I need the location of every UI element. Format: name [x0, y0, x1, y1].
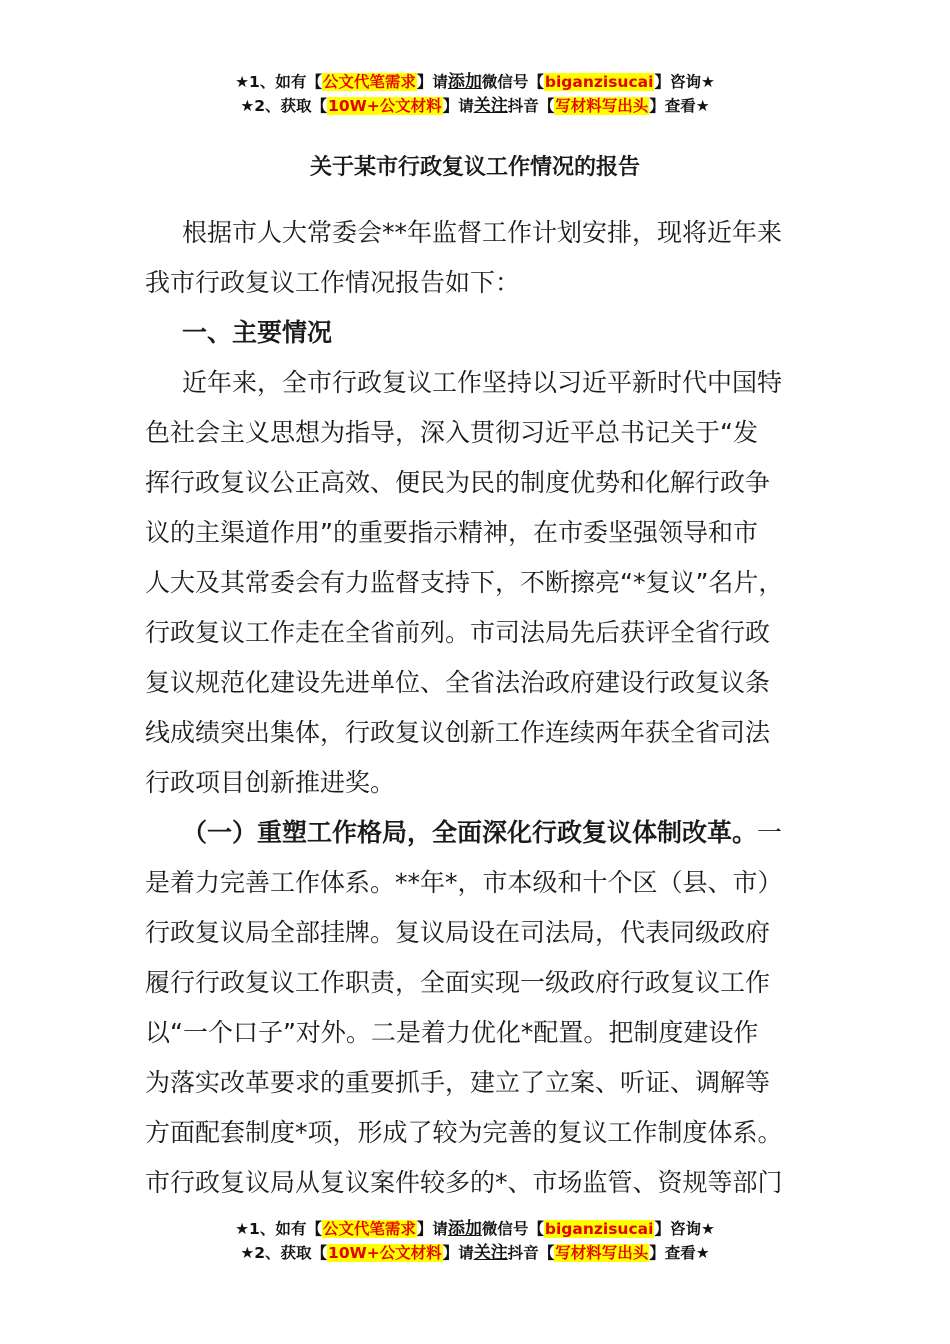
paragraph-line: 议的主渠道作用”的重要指示精神，在市委坚强领导和市 [145, 518, 758, 547]
header-promo [0, 70, 950, 118]
header-promo-highlight-service: 公文代笔需求 [322, 73, 416, 91]
header-promo-wechat-id: biganzisucai [544, 73, 654, 91]
paragraph-line: 市行政复议局从复议案件较多的*、市场监管、资规等部门 [145, 1168, 783, 1197]
footer-promo-line-1: ★1、如有【公文代笔需求】请添加微信号【biganzisucai】咨询★ [235, 1219, 715, 1239]
subsection-heading: （一）重塑工作格局，全面深化行政复议体制改革。 [182, 818, 758, 847]
paragraph-line: 根据市人大常委会**年监督工作计划安排，现将近年来 [182, 218, 783, 247]
footer-promo-highlight-service: 公文代笔需求 [322, 1220, 416, 1238]
header-promo-douyin-account: 写材料写出头 [555, 97, 649, 115]
paragraph-line: 色社会主义思想为指导，深入贯彻习近平总书记关于“发 [145, 418, 758, 447]
header-promo-line-2: ★2、获取【10W+公文材料】请关注抖音【写材料写出头】查看★ [240, 96, 710, 116]
paragraph-line: 复议规范化建设先进单位、全省法治政府建设行政复议条 [145, 668, 771, 697]
paragraph-line: 我市行政复议工作情况报告如下： [145, 268, 521, 297]
paragraph-line: 履行行政复议工作职责，全面实现一级政府行政复议工作 [145, 968, 771, 997]
document-body [145, 208, 830, 1208]
section-heading: 一、主要情况 [182, 318, 333, 347]
footer-promo [0, 1217, 950, 1265]
paragraph-line: 以“一个口子”对外。二是着力优化*配置。把制度建设作 [145, 1018, 759, 1047]
paragraph-line: 近年来，全市行政复议工作坚持以习近平新时代中国特 [182, 368, 783, 397]
footer-promo-wechat-id: biganzisucai [544, 1220, 654, 1238]
footer-promo-line-2: ★2、获取【10W+公文材料】请关注抖音【写材料写出头】查看★ [240, 1243, 710, 1263]
paragraph-line: （一）重塑工作格局，全面深化行政复议体制改革。一 [182, 818, 783, 847]
footer-promo-highlight-materials: 10W+公文材料 [328, 1244, 442, 1262]
paragraph-line: 为落实改革要求的重要抓手，建立了立案、听证、调解等 [145, 1068, 771, 1097]
paragraph-line: 是着力完善工作体系。**年*，市本级和十个区（县、市） [145, 868, 783, 897]
paragraph-line: 线成绩突出集体，行政复议创新工作连续两年获全省司法 [145, 718, 771, 747]
header-promo-highlight-materials: 10W+公文材料 [328, 97, 442, 115]
header-promo-line-1: ★1、如有【公文代笔需求】请添加微信号【biganzisucai】咨询★ [235, 72, 715, 92]
paragraph-line: 挥行政复议公正高效、便民为民的制度优势和化解行政争 [145, 468, 771, 497]
paragraph-line: 人大及其常委会有力监督支持下，不断擦亮“*复议”名片， [145, 568, 784, 597]
footer-promo-douyin-account: 写材料写出头 [555, 1244, 649, 1262]
paragraph-line: 行政复议工作走在全省前列。市司法局先后获评全省行政 [145, 618, 771, 647]
paragraph-line: 行政复议局全部挂牌。复议局设在司法局，代表同级政府 [145, 918, 771, 947]
document-title: 关于某市行政复议工作情况的报告 [309, 155, 640, 180]
paragraph-line: 行政项目创新推进奖。 [145, 768, 396, 797]
paragraph-line: 方面配套制度*项，形成了较为完善的复议工作制度体系。 [145, 1118, 783, 1147]
